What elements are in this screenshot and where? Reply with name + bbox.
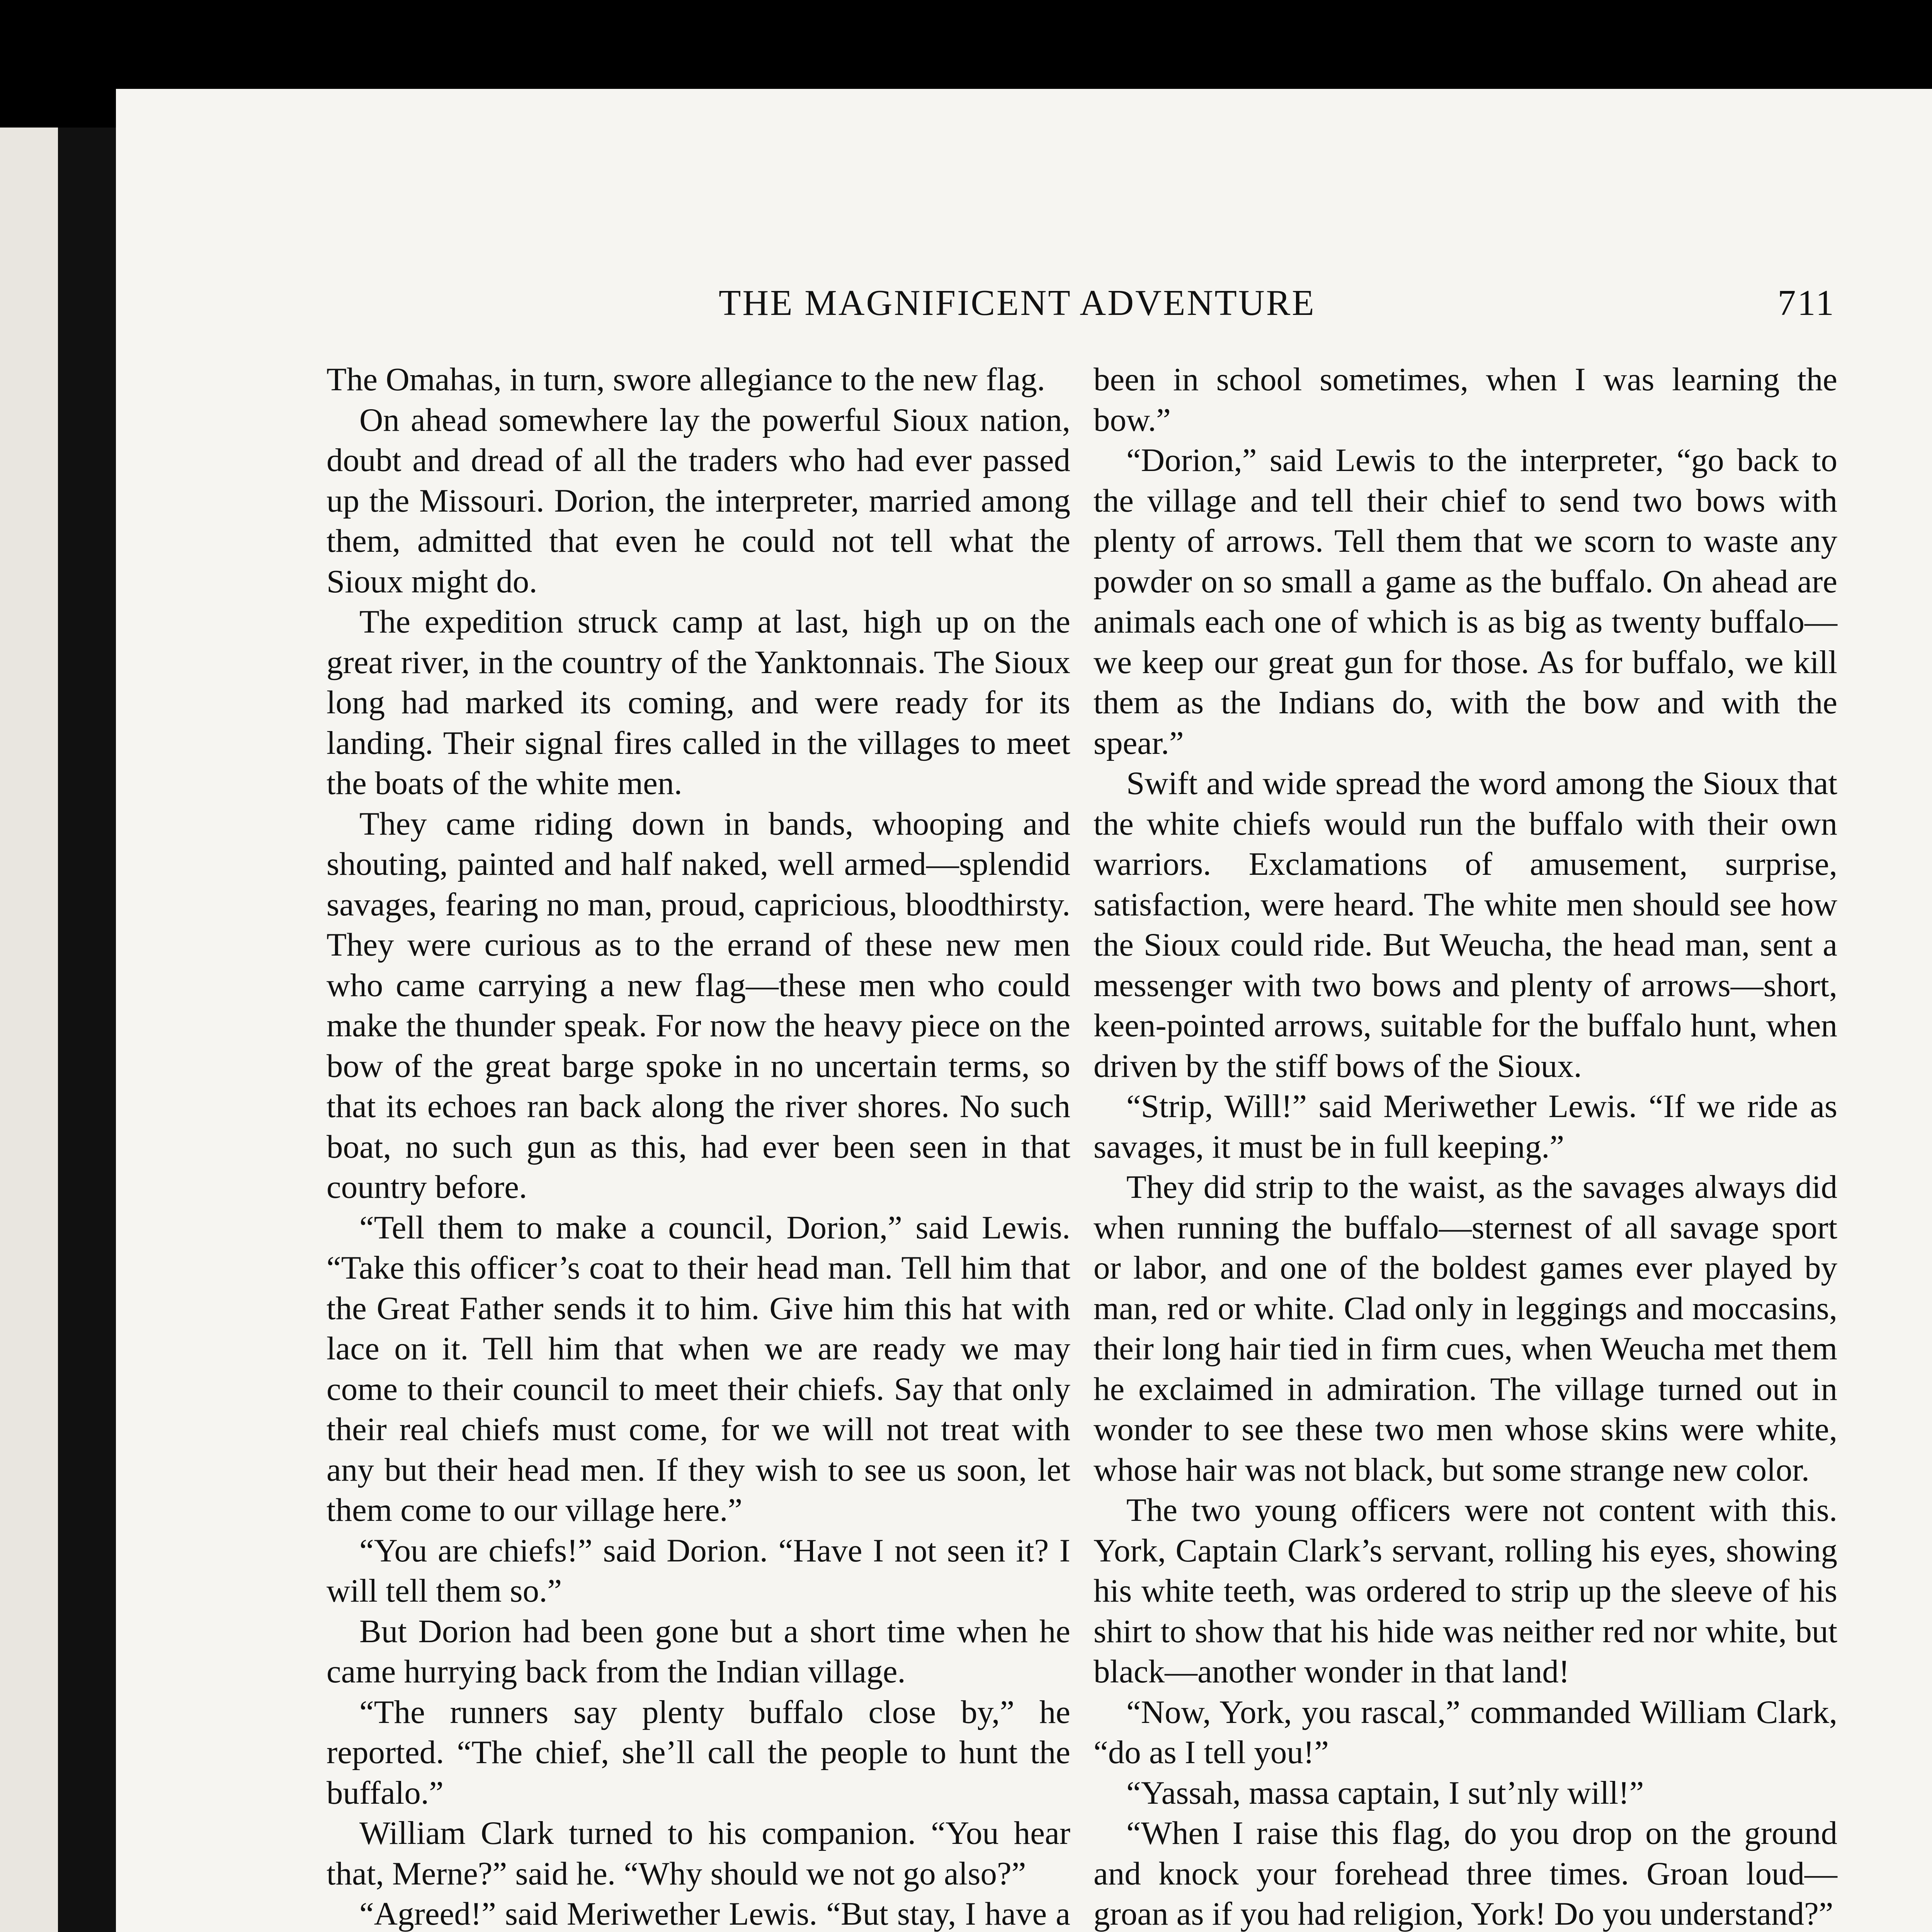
paragraph: “Strip, Will!” said Meriwether Lewis. “If we ride as savages, it must be in full keeping.” bbox=[1094, 1088, 1837, 1165]
paragraph: They came riding down in bands, whooping and shouting, painted and half naked, well armed—splendid savages, fearing no man, proud, capricious, bloodthirsty. They were curious as to the errand of these new men who came carrying a new flag—these men who could make the thunder speak. For now the heavy piece on the bow of the great barge spoke in no uncertain terms, so that its echoes ran back along the river shores. No such boat, no such gun as this, had ever been seen in that country before. bbox=[327, 805, 1070, 1205]
text-column-right bbox=[1094, 359, 1837, 1932]
previous-page-edge bbox=[0, 128, 58, 1932]
paragraph: The Omahas, in turn, swore allegiance to the new flag. bbox=[327, 361, 1045, 398]
paragraph: been in school sometimes, when I was learning the bow.” bbox=[1094, 361, 1837, 438]
paragraph: Swift and wide spread the word among the Sioux that the white chiefs would run the buffalo with their own warriors. Exclamations of amusement, surprise, satisfaction, were heard. The white men should see how the Sioux could ride. But Weucha, the head man, sent a messenger with two bows and plenty of arrows—short, keen-pointed arrows, suitable for the buffalo hunt, when driven by the stiff bows of the Sioux. bbox=[1094, 765, 1837, 1084]
paragraph: On ahead somewhere lay the powerful Sioux nation, doubt and dread of all the traders who had ever passed up the Missouri. Dorion, the interpreter, married among them, admitted that even he could not tell what the Sioux might do. bbox=[327, 401, 1070, 600]
paragraph: “The runners say plenty buffalo close by,” he reported. “The chief, she’ll call the people to hunt the buffalo.” bbox=[327, 1694, 1070, 1811]
paragraph: “Now, York, you rascal,” commanded William Clark, “do as I tell you!” bbox=[1094, 1694, 1837, 1770]
paragraph: The two young officers were not content with this. York, Captain Clark’s servant, rolling his eyes, showing his white teeth, was ordered to strip up the sleeve of his shirt to show that his hide was neither red nor white, but black—another wonder in that land! bbox=[1094, 1492, 1837, 1690]
paragraph: “You are chiefs!” said Dorion. “Have I not seen it? I will tell them so.” bbox=[327, 1532, 1070, 1609]
paragraph: “When I raise this flag, do you drop on the ground and knock your forehead three times. Groan loud—groan as if you had religion, York! Do you understand?” bbox=[1094, 1815, 1837, 1932]
paragraph: William Clark turned to his companion. “You hear that, Merne?” said he. “Why should we not go also?” bbox=[327, 1815, 1070, 1892]
paragraph: “Tell them to make a council, Dorion,” said Lewis. “Take this officer’s coat to their head man. Tell him that the Great Father sends it to him. Give him this hat with lace on it. Tell him that when we are ready we may come to their council to meet their chiefs. Say that only their real chiefs must come, for we will not treat with any but their head men. If they wish to see us soon, let them come to our village here.” bbox=[327, 1209, 1070, 1528]
gutter-shadow bbox=[58, 128, 120, 1932]
paragraph: “Agreed!” said Meriwether Lewis. “But stay, I have a bbox=[359, 1896, 1070, 1932]
paragraph: The expedition struck camp at last, high up on the great river, in the country of the Yanktonnais. The Sioux long had marked its coming, and were ready for its landing. Their signal fires called in the villages to meet the boats of the white men. bbox=[327, 604, 1070, 801]
paragraph: “Dorion,” said Lewis to the interpreter, “go back to the village and tell their chief to send two bows with plenty of arrows. Tell them that we scorn to waste any powder on so small a game as the buffalo. On ahead are animals each one of which is as big as twenty buffalo—we keep our great gun for those. As for buffalo, we kill them as the Indians do, with the bow and with the spear.” bbox=[1094, 442, 1837, 761]
paragraph: “Yassah, massa captain, I sut’nly will!” bbox=[1126, 1774, 1644, 1811]
page-number: 711 bbox=[1777, 283, 1835, 323]
running-head bbox=[328, 282, 1835, 336]
paragraph: They did strip to the waist, as the savages always did when running the buffalo—sternest of all savage sport or labor, and one of the boldest games ever played by man, red or white. Clad only in leggings and moccasins, their long hair tied in firm cues, when Weucha met them he exclaimed in admiration. The village turned out in wonder to see these two men whose skins were white, whose hair was not black, but some strange new color. bbox=[1094, 1169, 1837, 1488]
paragraph: But Dorion had been gone but a short time when he came hurrying back from the Indian village. bbox=[327, 1613, 1070, 1690]
text-column-left bbox=[327, 359, 1070, 1932]
running-title: THE MAGNIFICENT ADVENTURE bbox=[719, 283, 1316, 323]
